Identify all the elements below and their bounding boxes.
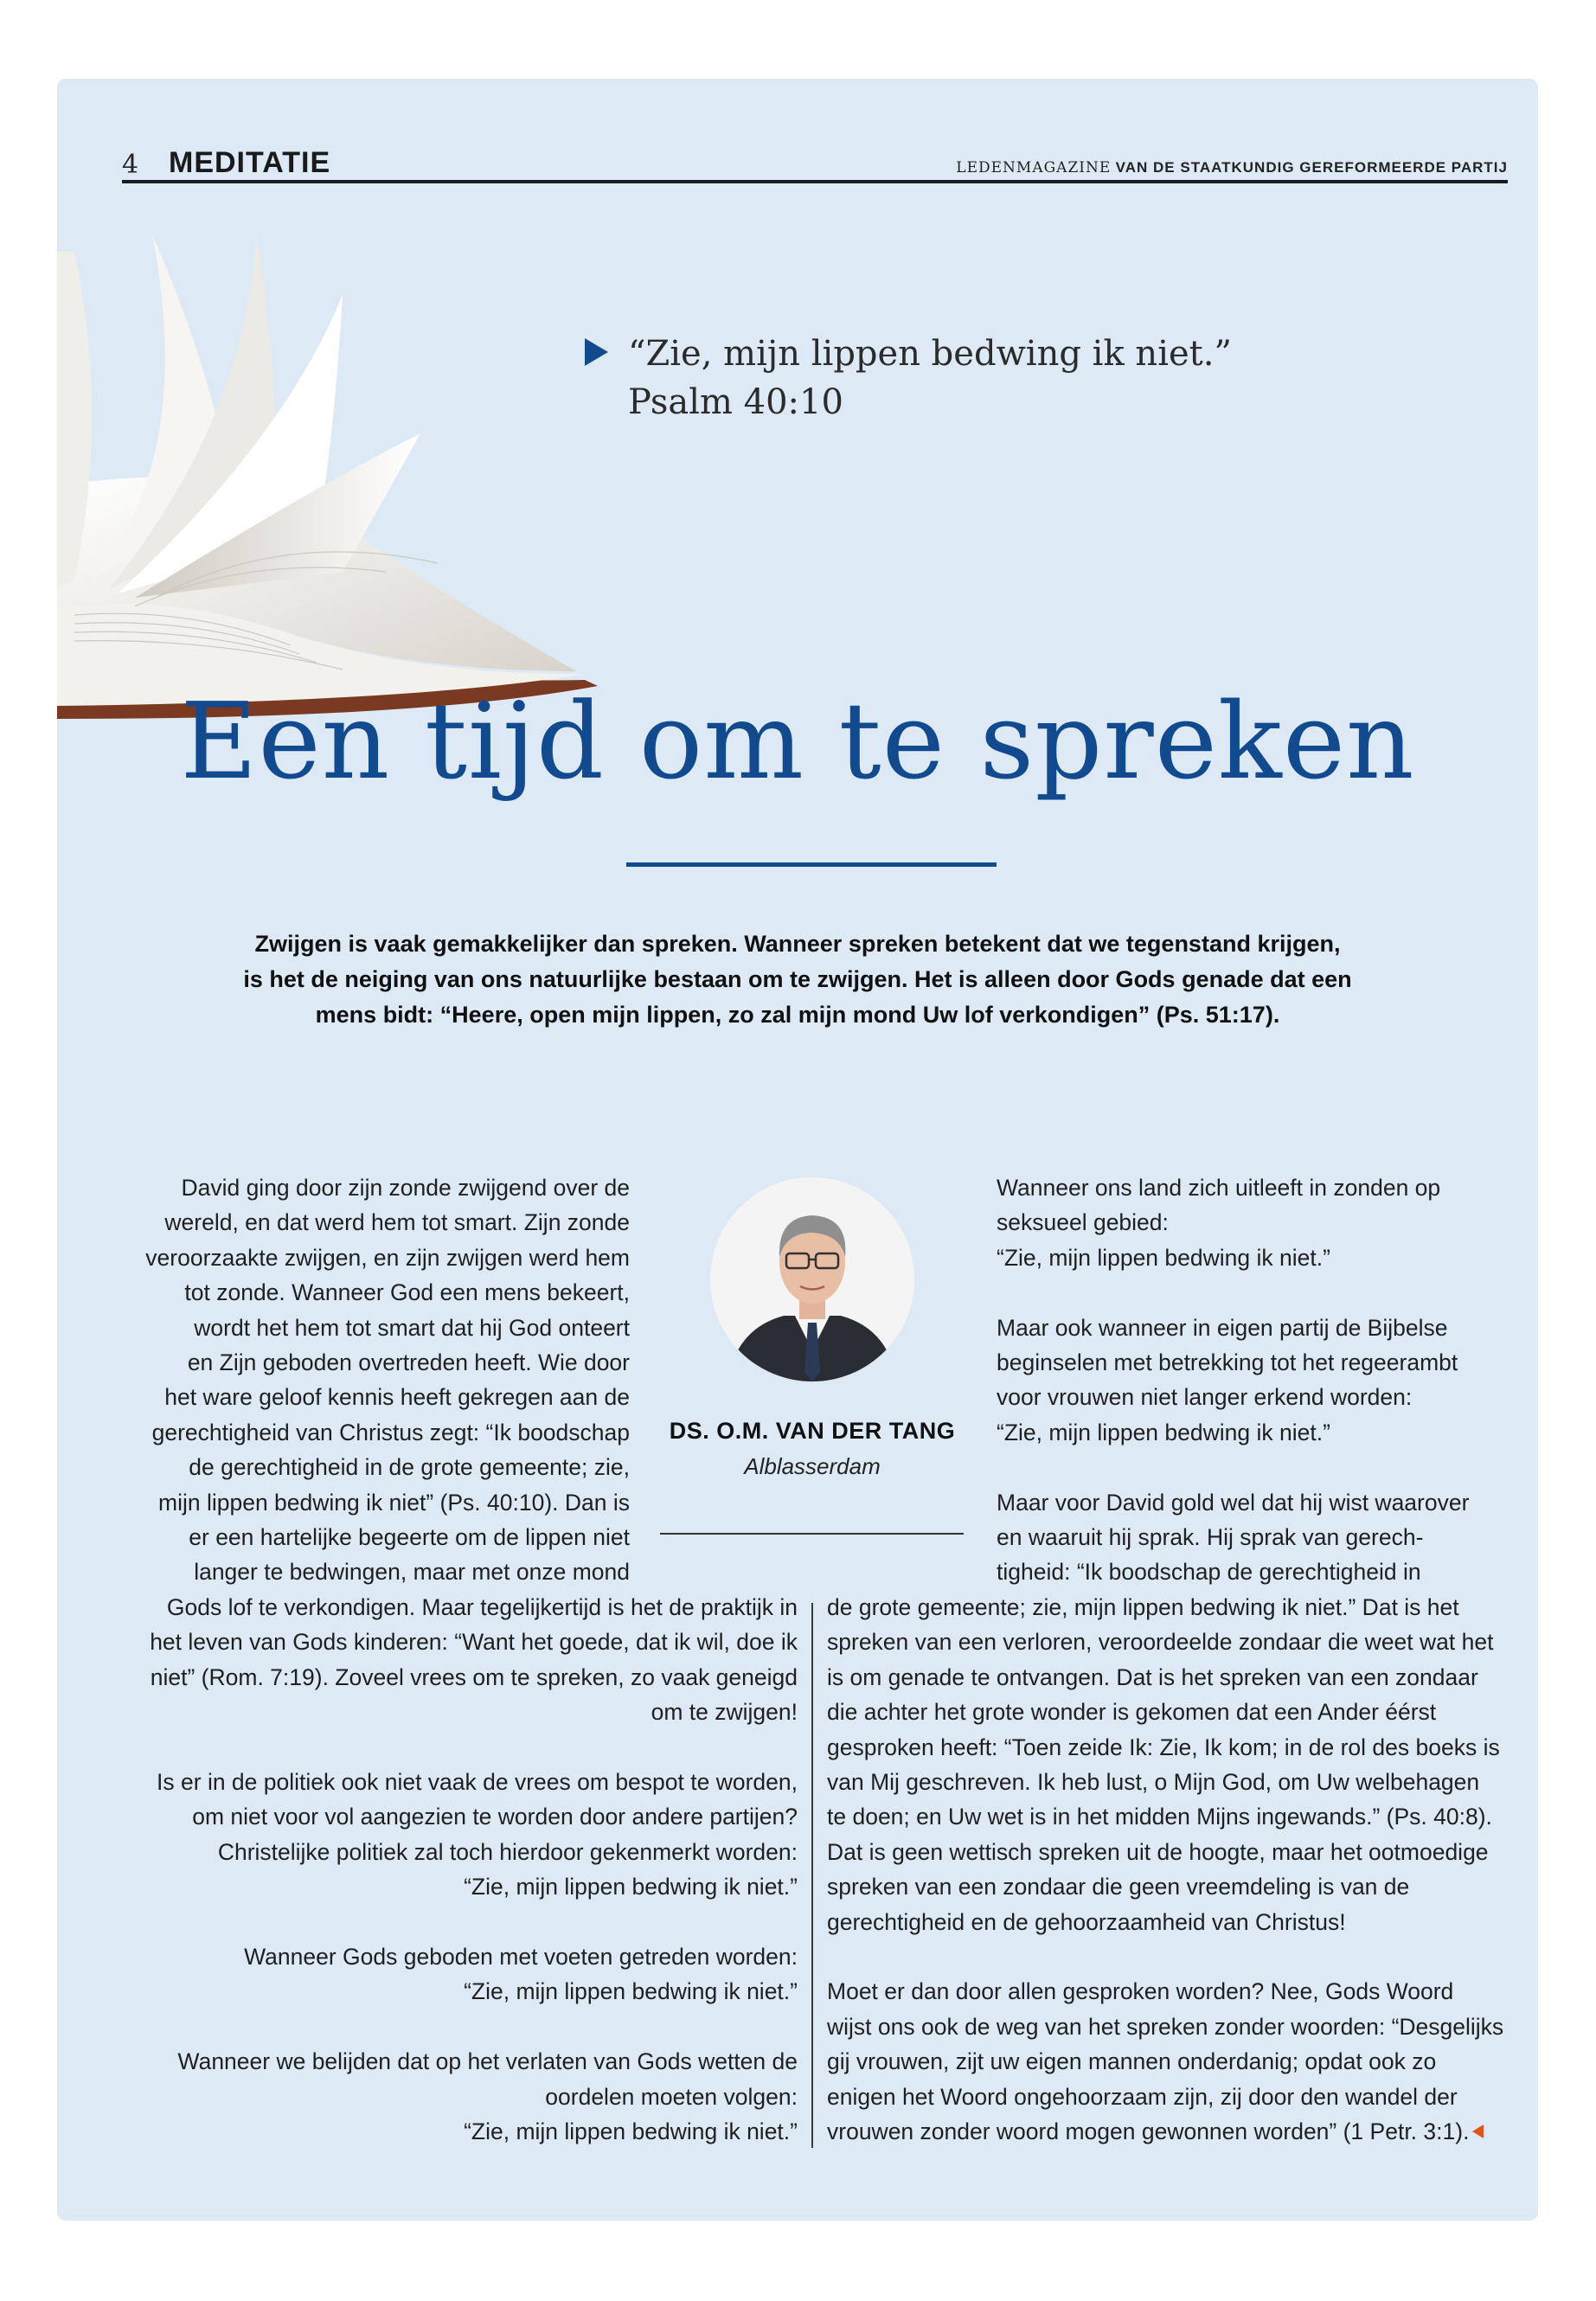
text-line: tigheid: “Ik boodschap de gerechtigheid in [997, 1559, 1421, 1586]
left-column-bottom [100, 1590, 798, 2149]
text-line: van Mij geschreven. Ik heb lust, o Mijn God, om Uw welbehagen [827, 1769, 1480, 1796]
text-line: te doen; en Uw wet is in het midden Mijns ingewands.” (Ps. 40:8). [827, 1804, 1492, 1830]
right-column-top [997, 1170, 1516, 1590]
text-line: Maar voor David gold wel dat hij wist waarover [997, 1489, 1470, 1516]
intro-line: mens bidt: “Heere, open mijn lippen, zo zal mijn mond Uw lof verkondigen” (Ps. 51:17). [315, 1002, 1280, 1028]
text-line: “Zie, mijn lippen bedwing ik niet.” [997, 1244, 1330, 1271]
text-line: “Zie, mijn lippen bedwing ik niet.” [464, 1874, 798, 1900]
text-line: is om genade te ontvangen. Dat is het spreken van een zondaar [827, 1663, 1478, 1690]
end-of-article-icon [1472, 2125, 1484, 2138]
text-line: spreken van een verloren, veroordeelde zondaar die weet wat het [827, 1629, 1494, 1656]
text-line: gerechtigheid en de gehoorzaamheid van Christus! [827, 1908, 1346, 1935]
paragraph [100, 2044, 798, 2149]
paragraph [827, 1974, 1519, 2149]
magazine-suffix: VAN DE STAATKUNDIG GEREFORMEERDE PARTIJ [1115, 159, 1508, 176]
intro-line: is het de neiging van ons natuurlijke bestaan om te zwijgen. Het is alleen door Gods genade dat een [243, 966, 1352, 992]
page-header [122, 147, 1508, 183]
play-arrow-icon [585, 338, 608, 366]
author-divider [660, 1533, 964, 1535]
text-line: beginselen met betrekking tot het regeerambt [997, 1349, 1458, 1376]
text-line: Maar ook wanneer in eigen partij de Bijbelse [997, 1314, 1448, 1341]
text-line: Christelijke politiek zal toch hierdoor gekenmerkt worden: [217, 1838, 798, 1865]
text-line: langer te bedwingen, maar met onze mond [194, 1559, 630, 1586]
text-line: wordt het hem tot smart dat hij God onteert [194, 1314, 630, 1341]
paragraph [997, 1311, 1516, 1451]
text-line: het leven van Gods kinderen: “Want het goede, dat ik wil, doe ik [150, 1629, 798, 1656]
article-title: Een tijd om te spreken [180, 680, 1415, 803]
text-line: en waaruit hij sprak. Hij sprak van gerech- [997, 1524, 1424, 1551]
author-photo [710, 1177, 914, 1381]
text-line: om niet voor vol aangezien te worden door andere partijen? [192, 1804, 798, 1830]
author-name: DS. O.M. VAN DER TANG [669, 1418, 956, 1444]
paragraph [827, 1590, 1519, 1939]
page-number: 4 [122, 150, 139, 180]
paragraph [100, 1939, 798, 2009]
section-title: MEDITATIE [169, 146, 331, 179]
text-line: en Zijn geboden overtreden heeft. Wie door [187, 1349, 630, 1376]
text-line: veroorzaakte zwijgen, en zijn zwijgen werd hem [145, 1244, 630, 1271]
right-column-bottom [827, 1590, 1519, 2149]
text-line: wijst ons ook de weg van het spreken zonder woorden: “Desgelijks [827, 2013, 1504, 2040]
text-line: Wanneer Gods geboden met voeten getreden worden: [244, 1944, 798, 1971]
text-line: mijn lippen bedwing ik niet” (Ps. 40:10). Dan is [158, 1489, 630, 1516]
open-book-illustration [57, 200, 611, 719]
verse-text [628, 330, 1407, 426]
intro-line: Zwijgen is vaak gemakkelijker dan spreken. Wanneer spreken betekent dat we tegenstand krijgen, [254, 931, 1341, 957]
magazine-prefix: LEDENMAGAZINE [956, 159, 1112, 176]
magazine-page [57, 79, 1538, 2221]
text-line: voor vrouwen niet langer erkend worden: [997, 1384, 1413, 1411]
text-line: Is er in de politiek ook niet vaak de vrees om bespot te worden, [157, 1769, 798, 1796]
magazine-name [956, 159, 1508, 176]
text-line: Dat is geen wettisch spreken uit de hoogte, maar het ootmoedige [827, 1838, 1489, 1865]
paragraph [997, 1485, 1516, 1590]
text-line: seksueel gebied: [997, 1209, 1169, 1236]
text-line: om te zwijgen! [651, 1699, 798, 1726]
text-line: Wanneer we belijden dat op het verlaten van Gods wetten de [177, 2048, 798, 2075]
text-line: de grote gemeente; zie, mijn lippen bedwing ik niet.” Dat is het [827, 1594, 1459, 1620]
text-line: er een hartelijke begeerte om de lippen niet [189, 1524, 630, 1551]
text-line: niet” (Rom. 7:19). Zoveel vrees om te spreken, zo vaak geneigd [150, 1663, 798, 1690]
paragraph [100, 1590, 798, 1730]
text-line: spreken van een zondaar die geen vreemdeling is van de [827, 1874, 1410, 1900]
text-line: Gods lof te verkondigen. Maar tegelijkertijd is het de praktijk in [166, 1594, 798, 1620]
article-intro [187, 926, 1408, 1033]
text-line: oordelen moeten volgen: [545, 2083, 798, 2110]
verse-reference: Psalm 40:10 [628, 382, 843, 422]
text-line: Wanneer ons land zich uitleeft in zonden op [997, 1175, 1441, 1201]
text-line: “Zie, mijn lippen bedwing ik niet.” [464, 2118, 798, 2145]
text-line: “Zie, mijn lippen bedwing ik niet.” [464, 1978, 798, 2005]
paragraph [100, 1765, 798, 1905]
text-line: vrouwen zonder woord mogen gewonnen worden” (1 Petr. 3:1). [827, 2118, 1470, 2145]
text-line: wereld, en dat werd hem tot smart. Zijn zonde [164, 1209, 630, 1236]
text-line: enigen het Woord ongehoorzaam zijn, zij door den wandel der [827, 2083, 1458, 2110]
author-place: Alblasserdam [744, 1453, 881, 1479]
paragraph [997, 1170, 1516, 1275]
left-column-top [100, 1170, 630, 1590]
column-divider [811, 1603, 813, 2148]
text-line: gij vrouwen, zijt uw eigen mannen onderdanig; opdat ook zo [827, 2048, 1437, 2075]
text-line: tot zonde. Wanneer God een mens bekeert, [184, 1279, 630, 1306]
text-line: Moet er dan door allen gesproken worden? Nee, Gods Woord [827, 1978, 1454, 2005]
title-underline [626, 862, 997, 867]
text-line: de gerechtigheid in de grote gemeente; zie, [189, 1454, 630, 1481]
text-line: die achter het grote wonder is gekomen dat een Ander éérst [827, 1699, 1437, 1726]
text-line: gerechtigheid van Christus zegt: “Ik boodschap [151, 1419, 630, 1445]
text-line: gesproken heeft: “Toen zeide Ik: Zie, Ik kom; in de rol des boeks is [827, 1734, 1500, 1760]
text-line: David ging door zijn zonde zwijgend over de [181, 1175, 630, 1201]
text-line: het ware geloof kennis heeft gekregen aan de [164, 1384, 630, 1411]
verse-quote: “Zie, mijn lippen bedwing ik niet.” [628, 334, 1232, 374]
text-line: “Zie, mijn lippen bedwing ik niet.” [997, 1419, 1330, 1445]
